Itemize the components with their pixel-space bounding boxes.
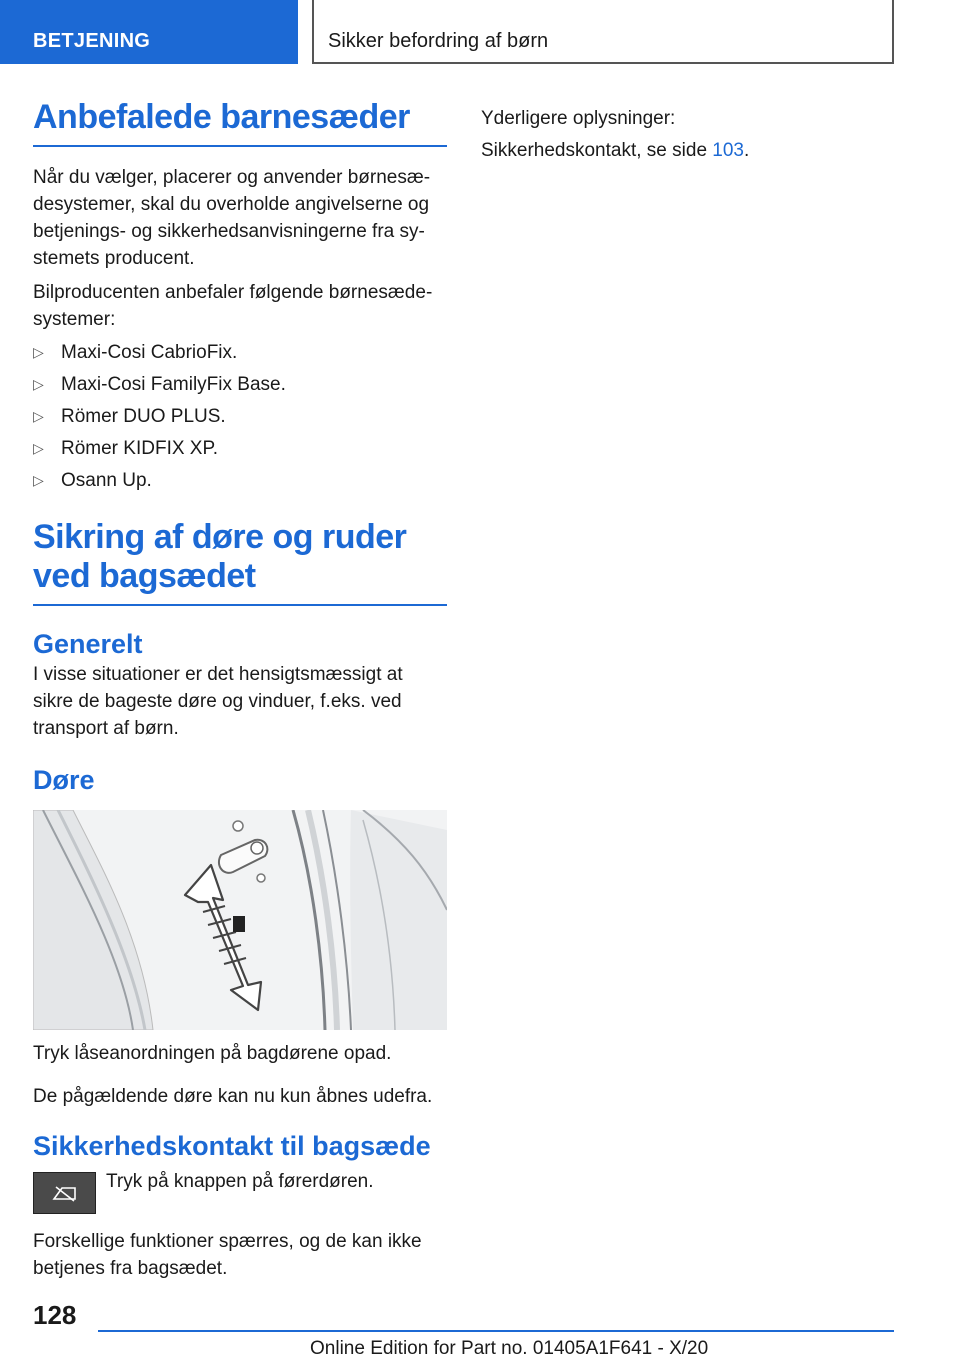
list-item: ▷ Römer DUO PLUS. xyxy=(33,403,447,430)
list-item: ▷ Osann Up. xyxy=(33,467,447,494)
triangle-bullet-icon: ▷ xyxy=(33,344,44,361)
window-lock-button-icon xyxy=(33,1172,96,1214)
list-item: ▷ Maxi-Cosi CabrioFix. xyxy=(33,339,447,366)
heading-rear-safety-switch: Sikkerhedskontakt til bagsæde xyxy=(33,1131,431,1162)
header-section-tab xyxy=(0,0,298,64)
paragraph-doors-open-outside: De pågældende døre kan nu kun åbnes udefra. xyxy=(33,1086,433,1108)
header-chapter-tab xyxy=(312,0,894,64)
paragraph-more-info: Yderligere oplysninger: xyxy=(481,108,676,129)
paragraph-general: I visse situationer er det hensigtsmæssigt at sikre de bageste døre og vinduer, f.eks. ved transport af børn. xyxy=(33,663,403,739)
safety-switch-row xyxy=(33,1172,447,1214)
heading-doors: Døre xyxy=(33,764,95,795)
triangle-bullet-icon: ▷ xyxy=(33,472,44,489)
footer-edition: Online Edition for Part no. 01405A1F641 - X/20 xyxy=(310,1338,709,1359)
heading-recommended-seats: Anbefalede barnesæder xyxy=(33,98,447,147)
paragraph-manufacturer-recommends: Bilproducenten anbefaler følgende børnesædesystemer: xyxy=(33,282,433,331)
header-chapter-label: Sikker befordring af børn xyxy=(328,30,549,52)
paragraph-reference: Sikkerhedskontakt, se side 103. xyxy=(481,140,750,161)
left-column xyxy=(33,98,447,1282)
door-lock-drawing xyxy=(33,810,447,1030)
paragraph-press-lock: Tryk låseanordningen på bagdørene opad. xyxy=(33,1043,392,1065)
right-column xyxy=(481,105,901,164)
seat-list xyxy=(33,339,447,494)
heading-general: Generelt xyxy=(33,629,143,660)
paragraph-press-driver-door: Tryk på knappen på førerdøren. xyxy=(106,1171,374,1193)
list-item: ▷ Römer KIDFIX XP. xyxy=(33,435,447,462)
page-reference-link[interactable]: 103 xyxy=(712,140,744,161)
door-lock-illustration xyxy=(33,810,447,1030)
triangle-bullet-icon: ▷ xyxy=(33,376,44,393)
list-item: ▷ Maxi-Cosi FamilyFix Base. xyxy=(33,371,447,398)
paragraph-functions-blocked: Forskellige funktioner spærres, og de kan ikke betjenes fra bagsædet. xyxy=(33,1231,422,1280)
page-number: 128 xyxy=(33,1300,77,1330)
triangle-bullet-icon: ▷ xyxy=(33,440,44,457)
heading-door-window-safety: Sikring af døre og ruder ved bagsædet xyxy=(33,518,447,606)
header-section-label: BETJENING xyxy=(33,30,151,52)
footer-divider xyxy=(98,1330,894,1332)
triangle-bullet-icon: ▷ xyxy=(33,408,44,425)
paragraph-seat-instructions: Når du vælger, placerer og anvender børnesædesystemer, skal du overholde angivelserne og betjenings- og sikkerhedsanvisningerne fra systemets producent. xyxy=(33,167,431,270)
